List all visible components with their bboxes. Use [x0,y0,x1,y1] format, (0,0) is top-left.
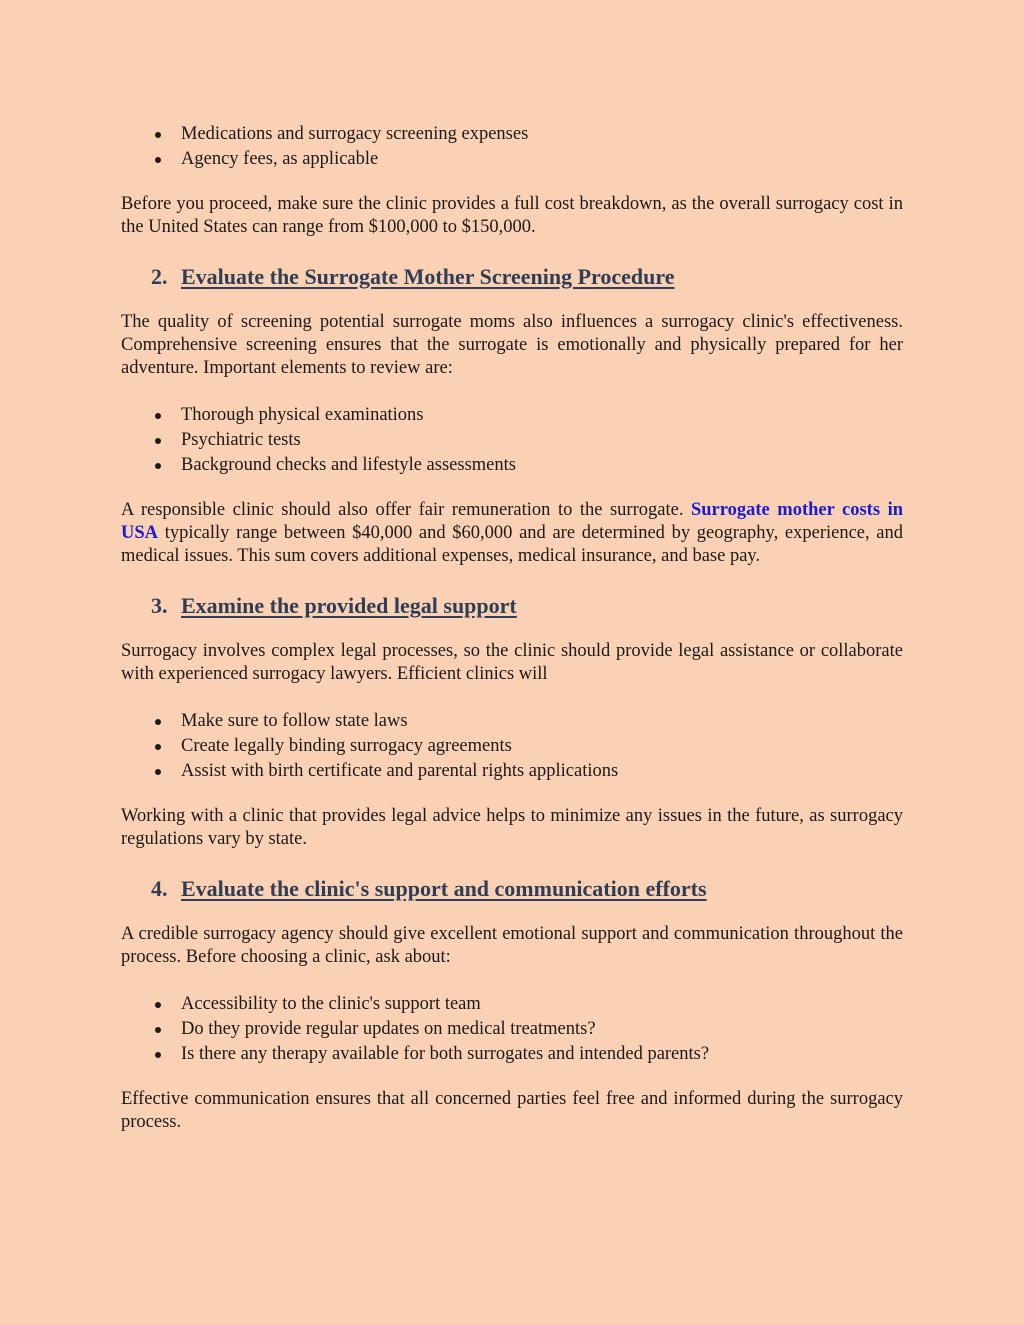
bullet-icon [155,413,161,419]
paragraph-text: A responsible clinic should also offer fair remuneration to the surrogate. [121,500,684,520]
surrogate-costs-link[interactable]: Surrogate mother costs in USA [121,500,903,543]
section-number: 2. [151,264,168,289]
list-item [121,428,903,453]
list-item [121,403,903,428]
section-number: 4. [151,876,168,901]
section-4-outro: Effective communication ensures that all concerned parties feel free and informed during the surrogacy process. [121,1089,903,1132]
document-page [121,121,903,1134]
list-item-text: Thorough physical examinations [181,405,424,425]
bullet-icon [155,157,161,163]
list-item-text: Background checks and lifestyle assessments [181,455,516,475]
list-item-text: Make sure to follow state laws [181,711,408,731]
list-item [121,734,903,759]
list-item-text: Create legally binding surrogacy agreements [181,736,512,756]
list-item [121,122,903,147]
legal-items-list [121,709,903,784]
section-4-heading [121,875,903,903]
list-item [121,453,903,478]
section-3-heading [121,592,903,620]
section-title: Evaluate the Surrogate Mother Screening Procedure [181,264,675,289]
list-item [121,759,903,784]
section-2-intro: The quality of screening potential surrogate moms also influences a surrogacy clinic's effectiveness. Comprehensive screening ensures that the surrogate is emotionally and physically prepared for her adventure. Important elements to review are: [121,312,903,378]
bullet-icon [155,1002,161,1008]
list-item-text: Accessibility to the clinic's support team [181,994,481,1014]
section-3-outro: Working with a clinic that provides legal advice helps to minimize any issues in the future, as surrogacy regulations vary by state. [121,806,903,849]
screening-items-list [121,403,903,478]
list-item [121,709,903,734]
list-item-text: Is there any therapy available for both surrogates and intended parents? [181,1044,710,1064]
cost-items-list [121,122,903,172]
bullet-icon [155,744,161,750]
bullet-icon [155,1027,161,1033]
section-2-heading [121,263,903,291]
remuneration-paragraph [121,499,903,568]
section-title: Evaluate the clinic's support and communication efforts [181,876,707,901]
section-4-intro: A credible surrogacy agency should give excellent emotional support and communication throughout the process. Before choosing a clinic, ask about: [121,924,903,967]
list-item [121,992,903,1017]
list-item [121,1042,903,1067]
list-item-text: Agency fees, as applicable [181,149,379,169]
support-items-list [121,992,903,1067]
bullet-icon [155,463,161,469]
cost-paragraph: Before you proceed, make sure the clinic provides a full cost breakdown, as the overall surrogacy cost in the United States can range from $100,000 to $150,000. [121,194,903,237]
section-3-intro: Surrogacy involves complex legal processes, so the clinic should provide legal assistance or collaborate with experienced surrogacy lawyers. Efficient clinics will [121,641,903,684]
bullet-icon [155,719,161,725]
bullet-icon [155,132,161,138]
list-item [121,1017,903,1042]
list-item-text: Psychiatric tests [181,430,301,450]
section-title: Examine the provided legal support [181,593,517,618]
list-item-text: Assist with birth certificate and parental rights applications [181,761,619,781]
bullet-icon [155,769,161,775]
list-item-text: Medications and surrogacy screening expenses [181,124,529,144]
list-item [121,147,903,172]
section-number: 3. [151,593,168,618]
paragraph-text: typically range between $40,000 and $60,000 and are determined by geography, experience, and medical issues. This sum covers additional expenses, medical insurance, and base pay. [121,523,904,566]
list-item-text: Do they provide regular updates on medical treatments? [181,1019,596,1039]
bullet-icon [155,1052,161,1058]
bullet-icon [155,438,161,444]
